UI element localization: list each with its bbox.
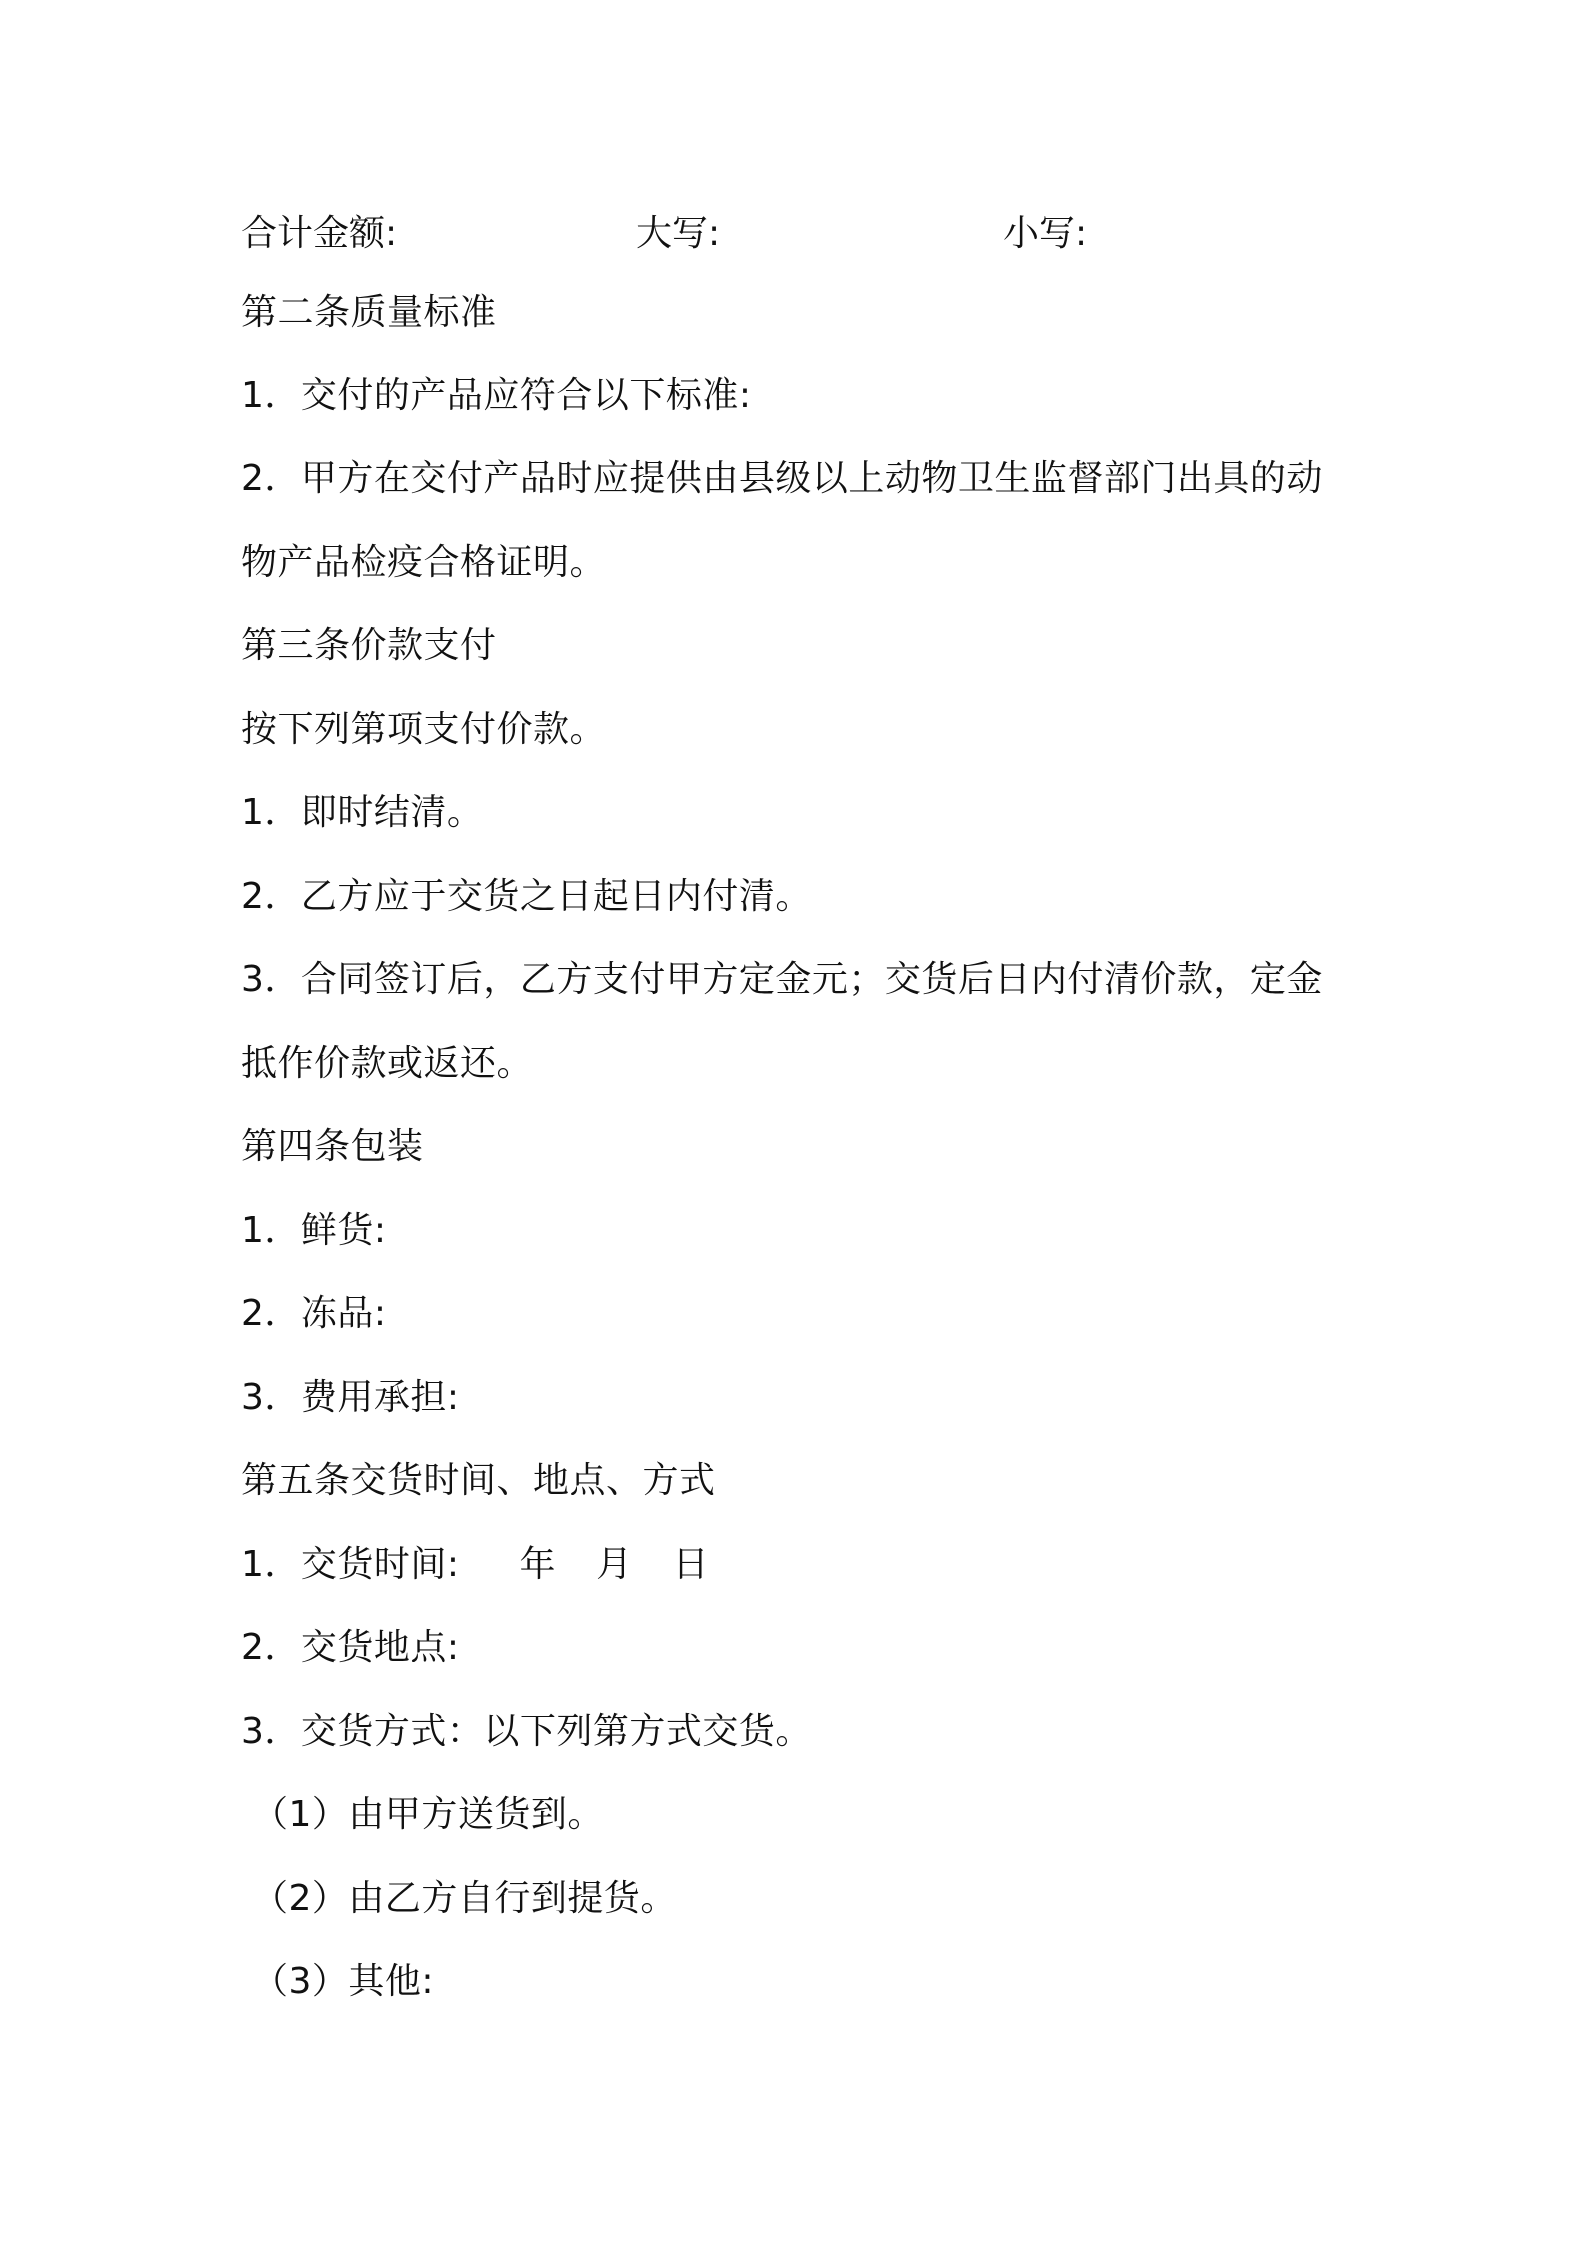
delivery-month: 月 — [596, 1544, 633, 1585]
delivery-time-label: 1．交货时间: — [241, 1544, 460, 1585]
clause-4-item-2: 2．冻品: — [241, 1293, 387, 1334]
clause-3-item-1: 1．即时结清。 — [241, 792, 484, 833]
clause-2-title: 第二条质量标准 — [241, 292, 497, 333]
clause-4-item-1: 1．鲜货: — [241, 1210, 387, 1251]
clause-2-item-1: 1．交付的产品应符合以下标准: — [241, 375, 752, 416]
clause-5-sub-3: （3）其他: — [252, 1961, 435, 2002]
clause-5-item-1 — [241, 1541, 709, 1589]
delivery-day: 日 — [672, 1544, 710, 1585]
clause-4-item-3: 3．费用承担: — [241, 1377, 460, 1418]
clause-2-item-2-line-2: 物产品检疫合格证明。 — [241, 542, 607, 583]
clause-3-item-3-line-1: 3．合同签订后，乙方支付甲方定金元；交货后日内付清价款，定金 — [241, 959, 1323, 1000]
capital-amount-label: 大写: — [636, 213, 721, 254]
clause-3-intro: 按下列第项支付价款。 — [241, 709, 607, 750]
clause-5-sub-2: （2）由乙方自行到提货。 — [252, 1878, 677, 1919]
total-amount-label: 合计金额: — [241, 213, 398, 254]
clause-3-item-3-line-2: 抵作价款或返还。 — [241, 1043, 534, 1084]
small-amount-label: 小写: — [1003, 213, 1088, 254]
clause-5-item-3: 3．交货方式：以下列第方式交货。 — [241, 1711, 812, 1752]
clause-5-title: 第五条交货时间、地点、方式 — [241, 1460, 716, 1501]
clause-3-item-2: 2．乙方应于交货之日起日内付清。 — [241, 876, 812, 917]
clause-2-item-2-line-1: 2．甲方在交付产品时应提供由县级以上动物卫生监督部门出具的动 — [241, 458, 1323, 499]
clause-5-sub-1: （1）由甲方送货到。 — [252, 1794, 604, 1835]
clause-3-title: 第三条价款支付 — [241, 625, 497, 666]
clause-5-item-2: 2．交货地点: — [241, 1627, 460, 1668]
delivery-year: 年 — [519, 1544, 557, 1585]
clause-4-title: 第四条包装 — [241, 1126, 424, 1167]
